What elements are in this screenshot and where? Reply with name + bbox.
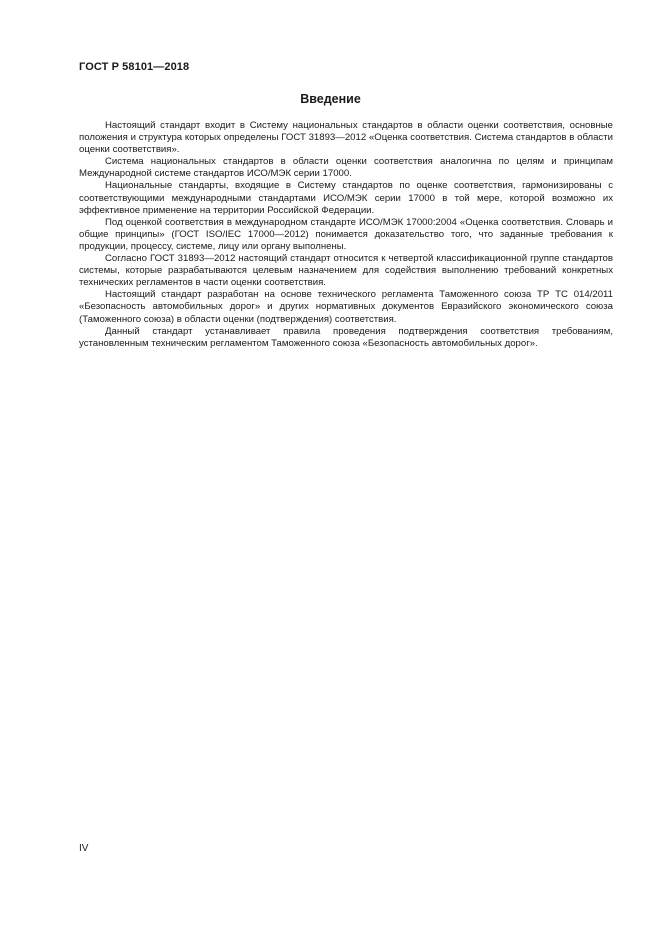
paragraph: Согласно ГОСТ 31893—2012 настоящий стандарт относится к четвертой классификационной группе стандартов системы, которые разрабатываются целевым назначением для содействия выполнению требований конкретных технических регламентов в части оценки соответствия. [79,253,613,289]
paragraph: Настоящий стандарт входит в Систему национальных стандартов в области оценки соответствия, основные положения и структура которых определены ГОСТ 31893—2012 «Оценка соответствия. Система стандартов в области оценки соответствия». [79,120,613,156]
page-number: IV [79,843,89,854]
paragraph: Данный стандарт устанавливает правила проведения подтверждения соответствия требованиям, установленным техническим регламентом Таможенного союза «Безопасность автомобильных дорог». [79,325,613,349]
paragraph: Национальные стандарты, входящие в Систему стандартов по оценке соответствия, гармонизированы с соответствующими международными стандартами ИСО/МЭК серии 17000 в той мере, которой возможно их эффективное применение на территории Российской Федерации. [79,180,613,216]
paragraph: Система национальных стандартов в области оценки соответствия аналогична по целям и принципам Международной системе стандартов ИСО/МЭК серии 17000. [79,156,613,180]
section-body [79,120,613,350]
document-header-standard-id: ГОСТ Р 58101—2018 [79,61,190,73]
section-title: Введение [300,92,361,106]
paragraph: Под оценкой соответствия в международном стандарте ИСО/МЭК 17000:2004 «Оценка соответствия. Словарь и общие принципы» (ГОСТ ISO/IEC 17000—2012) понимается доказательство того, что заданные требования к продукции, процессу, системе, лицу или органу выполнены. [79,216,613,252]
paragraph: Настоящий стандарт разработан на основе технического регламента Таможенного союза ТР ТС 014/2011 «Безопасность автомобильных дорог» и других нормативных документов Евразийского экономического союза (Таможенного союза) в области оценки (подтверждения) соответствия. [79,289,613,325]
